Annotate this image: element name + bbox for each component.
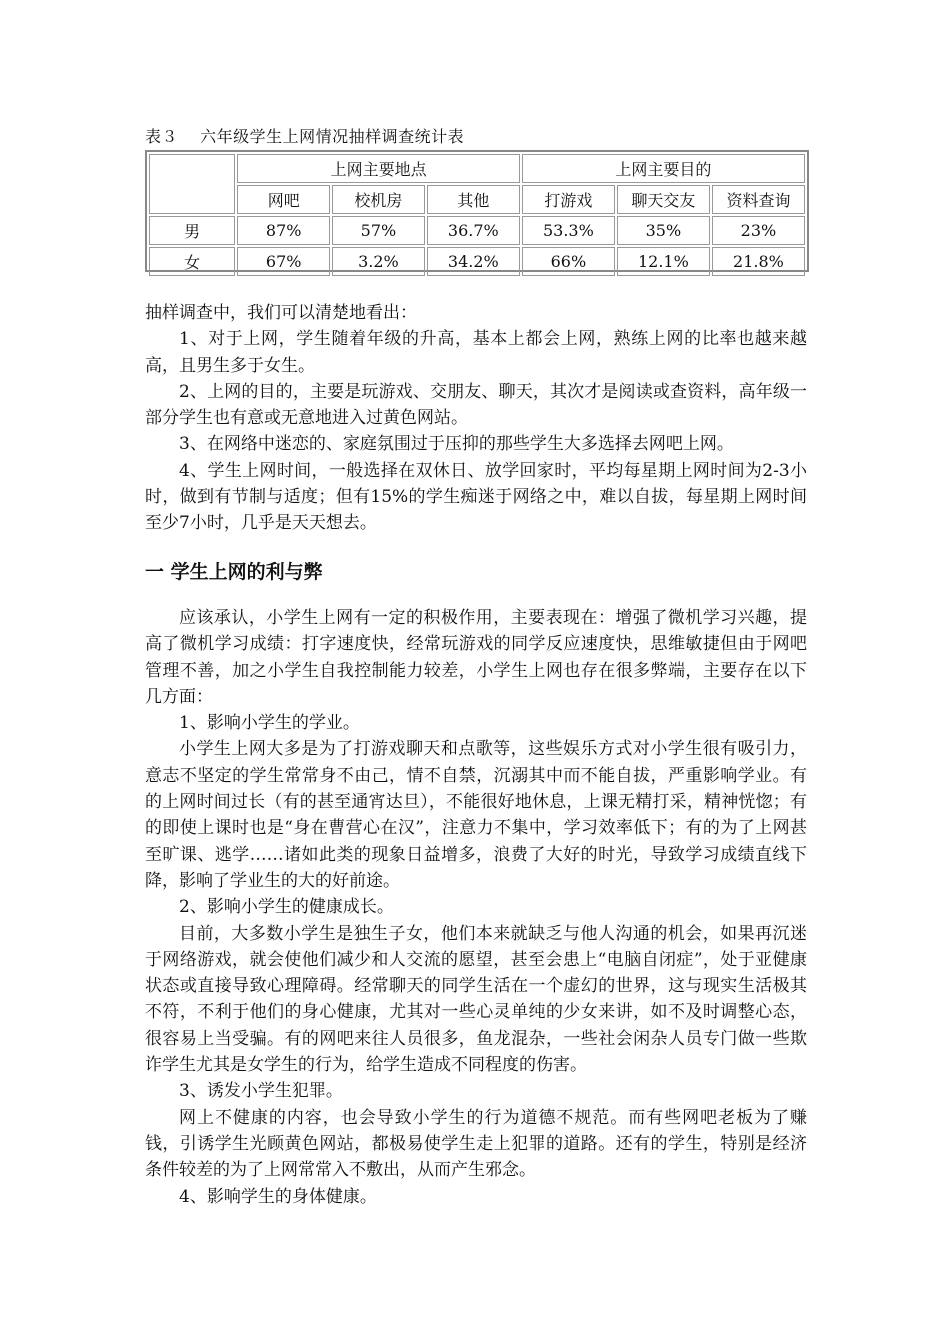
paragraph: 应该承认，小学生上网有一定的积极作用，主要表现在：增强了微机学习兴趣，提高了微机学习成绩：打字速度快，经常玩游戏的同学反应速度快，思维敏捷但由于网吧管理不善，加之小学生自我控制能力较差，小学生上网也存在很多弊端，主要存在以下几方面：: [145, 607, 807, 707]
table-cell: 12.1%: [617, 247, 710, 276]
column-header: 聊天交友: [617, 185, 710, 214]
table-cell: 36.7%: [427, 216, 520, 245]
column-header: 校机房: [332, 185, 425, 214]
table-cell: 34.2%: [427, 247, 520, 276]
paragraph: 1、对于上网，学生随着年级的升高，基本上都会上网，熟练上网的比率也越来越高，且男生多于女生。: [145, 329, 807, 376]
row-label: 女: [149, 247, 235, 276]
table-cell: 57%: [332, 216, 425, 245]
paragraph: 1、影响小学生的学业。: [179, 713, 360, 734]
paragraph: 网上不健康的内容，也会导致小学生的行为道德不规范。而有些网吧老板为了赚钱，引诱学生光顾黄色网站，都极易使学生走上犯罪的道路。还有的学生，特别是经济条件较差的为了上网常常入不敷出，从而产生邪念。: [145, 1107, 807, 1181]
survey-table-grid: [147, 152, 807, 278]
paragraph: 3、在网络中迷恋的、家庭氛围过于压抑的那些学生大多选择去网吧上网。: [179, 434, 734, 455]
column-header: 打游戏: [522, 185, 615, 214]
paragraph: 2、上网的目的，主要是玩游戏、交朋友、聊天，其次才是阅读或查资料，高年级一部分学生也有意或无意地进入过黄色网站。: [145, 381, 807, 429]
table-cell: 67%: [237, 247, 330, 276]
table-cell: 53.3%: [522, 216, 615, 245]
row-label: 男: [149, 216, 235, 245]
paragraph: 抽样调查中，我们可以清楚地看出：: [145, 303, 417, 323]
column-header: 网吧: [237, 185, 330, 214]
paragraph: 小学生上网大多是为了打游戏聊天和点歌等，这些娱乐方式对小学生很有吸引力，意志不坚定的学生常常身不由己，情不自禁，沉溺其中而不能自拔，严重影响学业。有的上网时间过长（有的甚至通宵达旦），不能很好地休息，上课无精打采，精神恍惚；有的即使上课时也是“身在曹营心在汉”，注意力不集中，学习效率低下；有的为了上网甚至旷课、逃学……诸如此类的现象日益增多，浪费了大好的时光，导致学习成绩直线下降，影响了学业生的大的好前途。: [145, 739, 807, 891]
header-group-purpose: 上网主要目的: [522, 154, 805, 183]
table-caption: 表３ 六年级学生上网情况抽样调查统计表: [145, 127, 465, 146]
table-header-group-row: [149, 154, 805, 183]
paragraph: 4、学生上网时间，一般选择在双休日、放学回家时，平均每星期上网时间为2-3小时，做到有节制与适度；但有15%的学生痴迷于网络之中，难以自拔，每星期上网时间至少7小时，几乎是天天想去。: [145, 460, 807, 534]
section-heading: 一 学生上网的利与弊: [145, 560, 323, 583]
paragraph: 3、诱发小学生犯罪。: [179, 1081, 343, 1102]
table-cell: 21.8%: [712, 247, 805, 276]
table-cell: 35%: [617, 216, 710, 245]
table-cell: 66%: [522, 247, 615, 276]
paragraph: 目前，大多数小学生是独生子女，他们本来就缺乏与他人沟通的机会，如果再沉迷于网络游戏，就会使他们减少和人交流的愿望，甚至会患上“电脑自闭症”，处于亚健康状态或直接导致心理障碍。经常聊天的同学生活在一个虚幻的世界，这与现实生活极其不符，不利于他们的身心健康，尤其对一些心灵单纯的少女来讲，如不及时调整心态，很容易上当受骗。有的网吧来往人员很多，鱼龙混杂，一些社会闲杂人员专门做一些欺诈学生尤其是女学生的行为，给学生造成不同程度的伤害。: [145, 923, 807, 1076]
table-corner-cell: [149, 154, 235, 214]
table-cell: 87%: [237, 216, 330, 245]
column-header: 资料查询: [712, 185, 805, 214]
paragraph: 4、影响学生的身体健康。: [179, 1186, 377, 1207]
document-body: [145, 300, 807, 1210]
table-row-female: [149, 247, 805, 276]
survey-table: [145, 150, 809, 272]
table-cell: 23%: [712, 216, 805, 245]
column-header: 其他: [427, 185, 520, 214]
table-cell: 3.2%: [332, 247, 425, 276]
paragraph: 2、影响小学生的健康成长。: [179, 897, 394, 918]
table-header-row: [149, 185, 805, 214]
header-group-place: 上网主要地点: [237, 154, 520, 183]
table-row-male: [149, 216, 805, 245]
